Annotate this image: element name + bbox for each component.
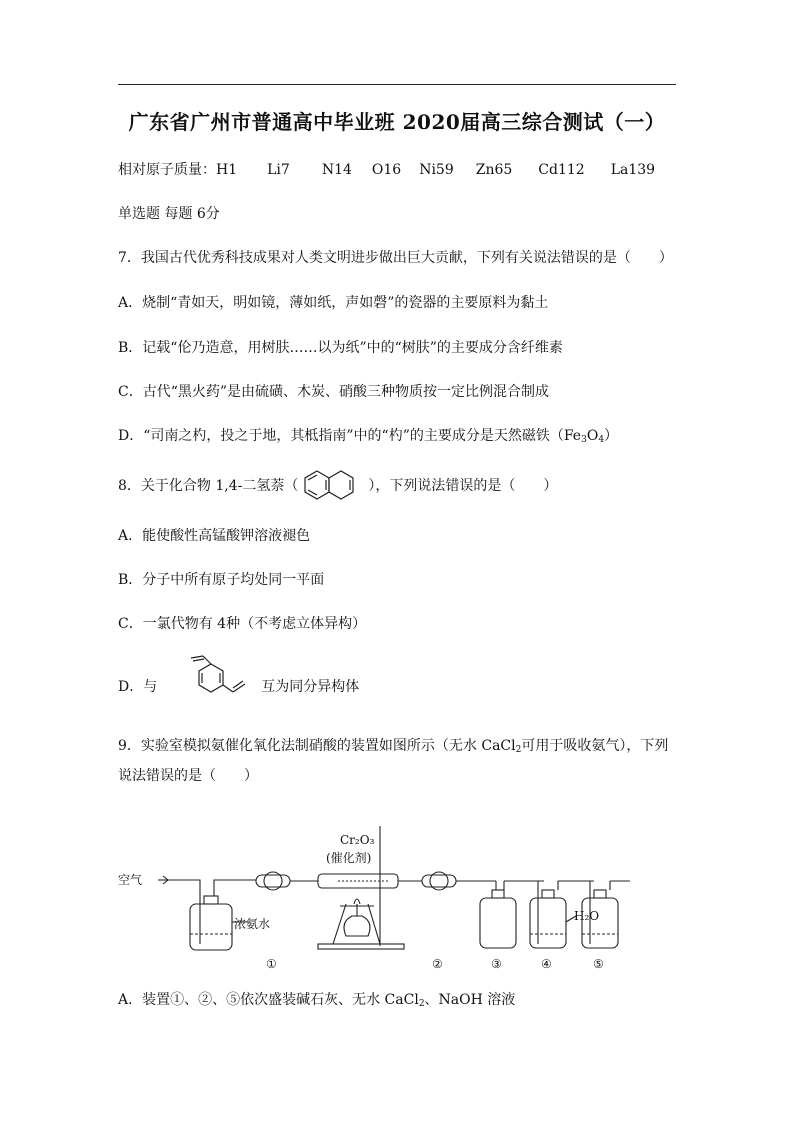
q9-stem-line2: 说法错误的是（ ） [118,768,258,784]
bottle-5 [582,898,618,948]
atomic-mass-label: 相对原子质量： [118,162,216,178]
stand-base [318,944,404,949]
q9-option-a [118,990,515,1014]
q9-stem-line1 [118,736,668,760]
q8-stem-text: ），下列说法错误的是（ ） [368,478,558,494]
q9-option-a-text: 、NaOH 溶液 [424,992,516,1008]
atomic-mass-line [118,160,675,180]
atomic-mass-item: Li7 [267,162,290,178]
q8-option-d-text: D．与 [118,679,158,695]
apparatus-label-2: ② [432,957,443,971]
q8-option-d [118,676,359,698]
subscript: 2 [418,999,425,1009]
subscript: 3 [581,435,587,445]
atomic-mass-item: Cd112 [538,162,585,178]
q7-option-d [118,426,618,450]
apparatus-label-3: ③ [491,957,502,971]
header-rule [118,84,676,85]
burner [344,916,370,936]
ammonia-label: 浓氨水 [234,917,271,931]
bottle-1 [190,904,232,950]
air-label: 空气 [118,873,143,887]
catalyst-formula: Cr₂O₃ [340,833,375,847]
atomic-mass-item: N14 [321,162,352,178]
flame [354,899,360,904]
q7-stem: 7．我国古代优秀科技成果对人类文明进步做出巨大贡献，下列有关说法错误的是（ ） [118,250,673,266]
bottle-4 [530,898,566,948]
apparatus-diagram [118,826,658,976]
subscript: 4 [598,435,605,445]
water-label: H₂O [574,909,600,923]
q9-stem-text: 可用于吸收氨气），下列 [521,738,669,754]
q7-option-d-text: ） [604,428,619,444]
q7-option-d-text: O [586,428,599,444]
drying-tube [422,875,456,887]
q8-stem [118,476,557,496]
atomic-mass-item: Ni59 [419,162,454,178]
q7-option-c: C．古代“黑火药”是由硫磺、木炭、硝酸三种物质按一定比例混合制成 [118,384,550,400]
apparatus-label-1: ① [266,957,277,971]
catalyst-note: (催化剂) [326,851,372,865]
atomic-mass-item: La139 [610,162,656,178]
atomic-mass-item: O16 [371,162,402,178]
q8-option-c: C．一氯代物有 4种（不考虑立体异构） [118,616,367,632]
section-heading: 单选题 每题 6分 [118,206,220,222]
atomic-mass-item: H1 [216,162,238,178]
subscript: 2 [515,745,522,755]
q8-option-d-text: 互为同分异构体 [261,679,360,695]
q8-option-b: B．分子中所有原子均处同一平面 [118,572,325,588]
page-title: 广东省广州市普通高中毕业班 2020届高三综合测试（一） [128,110,666,134]
q7-option-a: A．烧制“青如天，明如镜，薄如纸，声如磬”的瓷器的主要原料为黏土 [118,295,549,311]
apparatus-label-5: ⑤ [593,957,604,971]
bottle-3 [480,898,516,948]
q9-option-a-text: A．装置①、②、⑤依次盛装碱石灰、无水 CaCl [118,992,419,1008]
q9-stem-text: 9．实验室模拟氨催化氧化法制硝酸的装置如图所示（无水 CaCl [118,738,516,754]
q8-option-a: A．能使酸性高锰酸钾溶液褪色 [118,528,311,544]
q8-stem-text: 8．关于化合物 1,4-二氢萘（ [118,478,299,494]
q7-option-d-text: D．“司南之杓，投之于地，其柢指南”中的“杓”的主要成分是天然磁铁（Fe [118,428,582,444]
apparatus-label-4: ④ [541,957,552,971]
dihydronaphthalene-structure [300,468,366,504]
atomic-mass-item: Zn65 [475,162,513,178]
q7-option-b: B．记载“伦乃造意，用树肤……以为纸”中的“树肤”的主要成分含纤维素 [118,340,563,356]
divinylbenzene-structure [161,654,261,698]
drying-tube [256,875,290,887]
